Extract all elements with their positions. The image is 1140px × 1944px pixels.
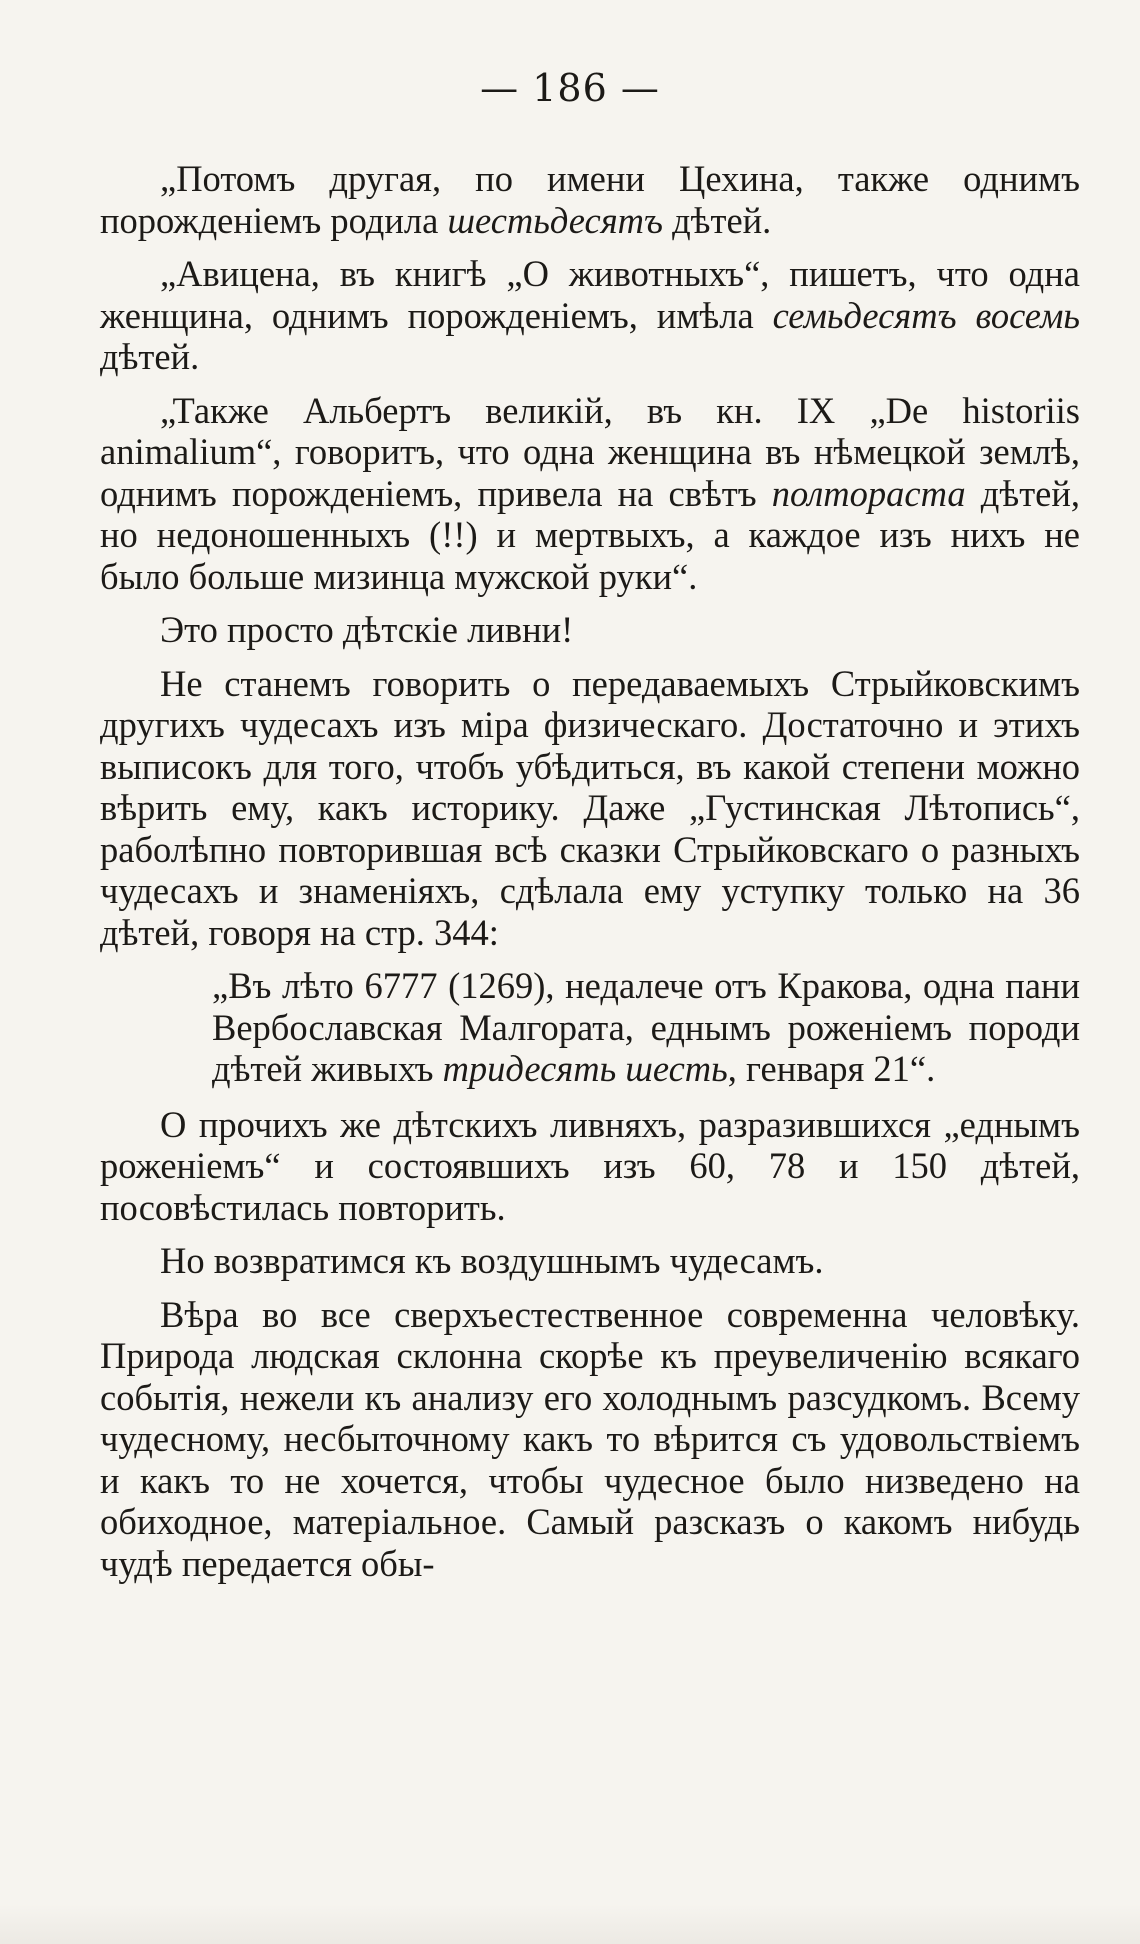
- page-body: [100, 158, 1080, 1596]
- paragraph-tsekhina: [100, 158, 1080, 241]
- paragraph-albert: [100, 390, 1080, 598]
- text-run: Это просто дѣтскіе ливни!: [160, 609, 574, 650]
- paragraph-return: [100, 1240, 1080, 1282]
- page-edge-shade: [0, 1904, 1140, 1944]
- text-run: О прочихъ же дѣтскихъ ливняхъ, разразившихся „еднымъ роженіемъ“ и состоявшихъ изъ 60, 78 и 150 дѣтей, посовѣстилась повторить.: [100, 1103, 1080, 1228]
- text-run: дѣтей.: [100, 336, 200, 377]
- paragraph-other-showers: [100, 1104, 1080, 1229]
- paragraph-belief: [100, 1294, 1080, 1585]
- italic-run: семьдесятъ восемь: [772, 294, 1080, 336]
- quote-chronicle: [212, 965, 1080, 1090]
- text-run: „Въ лѣто 6777 (1269), недалече отъ Кракова, одна пани Вербославская Малгората, еднымъ роженіемъ породи дѣтей живыхъ: [212, 965, 1080, 1089]
- paragraph-exclamation: [100, 609, 1080, 651]
- text-run: Не станемъ говорить о передаваемыхъ Стрыйковскимъ другихъ чудесахъ изъ міра физическаго. Достаточно и этихъ выписокъ для того, чтобъ убѣдиться, въ какой степени можно вѣрить ему, какъ историку. Даже „Густинская Лѣтопись“, раболѣпно повторившая всѣ сказки Стрыйковскаго о разныхъ чудесахъ и знаменіяхъ, сдѣлала ему уступку только на 36 дѣтей, говоря на стр. 344:: [100, 662, 1080, 953]
- text-run: „Потомъ другая, по имени Цехина, также однимъ порожденіемъ родила: [100, 158, 1080, 241]
- text-run: Но возвратимся къ воздушнымъ чудесамъ.: [160, 1240, 824, 1281]
- paragraph-stryikovsky: [100, 663, 1080, 954]
- italic-run: тридесять шесть: [442, 1048, 728, 1089]
- italic-run: шестьдесятъ: [447, 199, 663, 241]
- text-run: Вѣра во все сверхъестественное современна человѣку. Природа людская склонна скорѣе къ преувеличенію всякаго событія, нежели къ анализу его холоднымъ разсудкомъ. Всему чудесному, несбыточному какъ то вѣрится съ удовольствіемъ и какъ то не хочется, чтобы чудесное было низведено на обиходное, матеріальное. Самый разсказъ о какомъ нибудь чудѣ передается обы-: [100, 1293, 1080, 1584]
- text-run: дѣтей.: [662, 199, 772, 241]
- page-number: — 186 —: [480, 66, 660, 110]
- text-run: , генваря 21“.: [727, 1048, 936, 1089]
- paragraph-avicena: [100, 253, 1080, 378]
- text-run: „Авицена, въ книгѣ „О животныхъ“, пишетъ, что одна женщина, однимъ порожденіемъ, имѣла: [100, 253, 1080, 336]
- text-run: дѣтей, но недоношенныхъ (!!) и мертвыхъ, а каждое изъ нихъ не было больше мизинца мужской руки“.: [100, 472, 1081, 597]
- text-run: „Также Альбертъ великій, въ кн. IX „De historiis animalium“, говоритъ, что одна женщина въ нѣмецкой землѣ, однимъ порожденіемъ, привела на свѣтъ: [100, 389, 1080, 514]
- italic-run: полтораста: [771, 472, 966, 514]
